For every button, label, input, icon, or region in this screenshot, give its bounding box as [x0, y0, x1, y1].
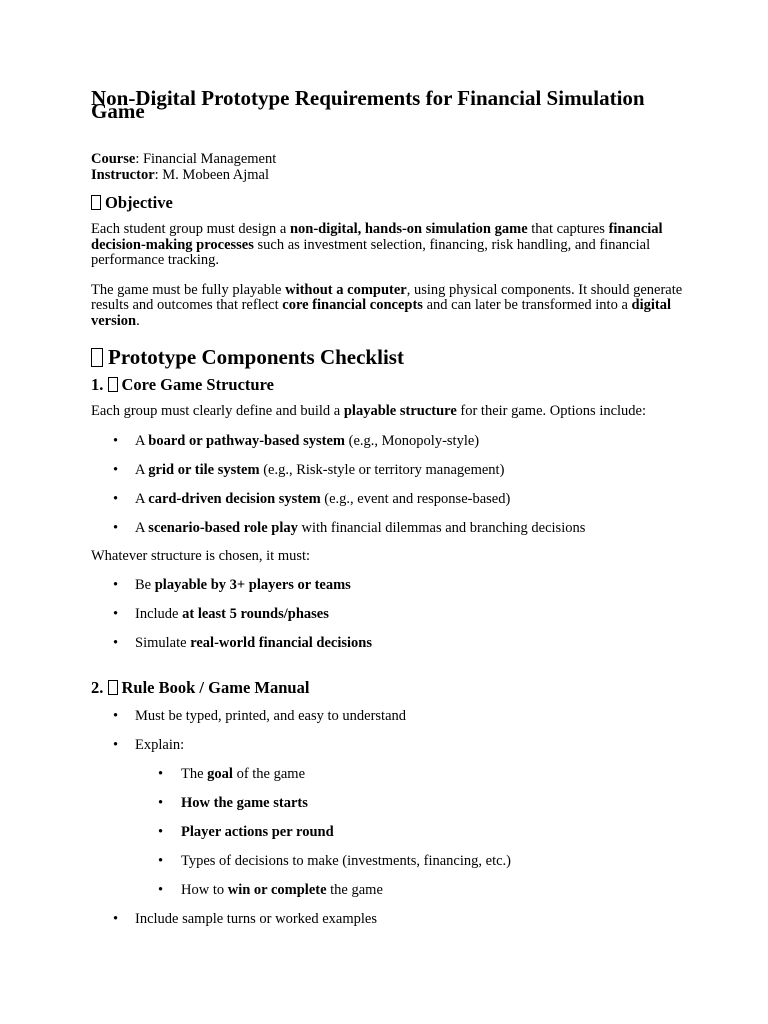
list-item-text: Be playable by 3+ players or teams: [135, 577, 351, 593]
list-item-text: Types of decisions to make (investments, financing, etc.): [181, 853, 511, 869]
list-item-text: A scenario-based role play with financial dilemmas and branching decisions: [135, 519, 586, 536]
explain-sublist: [91, 766, 691, 898]
bullet: •: [158, 766, 164, 782]
objective-paragraph-1: Each student group must design a non-digital, hands-on simulation game that captures financial decision-making processes such as investment selection, financing, risk handling, and financial performance tracking.: [91, 221, 663, 268]
bullet: •: [113, 519, 119, 536]
document-body: [91, 86, 691, 927]
must-intro: Whatever structure is chosen, it must:: [91, 547, 311, 564]
structure-options-list: [91, 433, 691, 536]
list-item: [91, 824, 691, 840]
section-1-heading: 1. Core Game Structure: [91, 375, 274, 394]
list-item: [91, 433, 691, 449]
bullet: •: [113, 606, 119, 622]
list-item: [91, 520, 691, 536]
bullet: •: [158, 882, 164, 898]
list-item-text: Include at least 5 rounds/phases: [135, 606, 329, 622]
list-item: [91, 882, 691, 898]
list-item-text: A card-driven decision system (e.g., event and response-based): [135, 490, 511, 507]
course-line: Course: Financial Management: [91, 151, 277, 167]
bullet: •: [158, 795, 164, 811]
rulebook-list-end: [91, 911, 691, 927]
bullet: •: [113, 461, 119, 478]
list-item-text: Simulate real-world financial decisions: [135, 635, 372, 651]
bullet: •: [158, 853, 164, 869]
missing-glyph-icon: [91, 348, 103, 367]
list-item: • Include sample turns or worked examples: [113, 911, 377, 927]
list-item: [91, 635, 691, 651]
bullet: •: [113, 577, 119, 593]
instructor-line: Instructor: M. Mobeen Ajmal: [91, 167, 270, 183]
bullet: •: [158, 824, 164, 840]
list-item: • Must be typed, printed, and easy to understand: [113, 708, 407, 724]
bullet: •: [113, 432, 119, 449]
missing-glyph-icon: [108, 680, 118, 695]
list-item: [91, 795, 691, 811]
missing-glyph-icon: [91, 195, 101, 210]
list-item-text: A grid or tile system (e.g., Risk-style or territory management): [135, 461, 505, 478]
list-item: [91, 606, 691, 622]
list-item-text: Player actions per round: [181, 824, 334, 840]
list-item-text: How the game starts: [181, 795, 308, 811]
list-item: [91, 462, 691, 478]
bullet: •: [113, 490, 119, 507]
list-item: [91, 853, 691, 869]
requirements-list: [91, 577, 691, 651]
list-item: [91, 491, 691, 507]
list-item-text: How to win or complete the game: [181, 882, 383, 898]
objective-heading: Objective: [91, 193, 691, 213]
list-item-text: The goal of the game: [181, 766, 306, 782]
list-item: • Explain:: [113, 737, 185, 753]
list-item-text: A board or pathway-based system (e.g., Monopoly-style): [135, 432, 480, 449]
missing-glyph-icon: [108, 377, 118, 392]
objective-paragraph-2: The game must be fully playable without a computer, using physical components. It should generate results and outcomes that reflect core financial concepts and can later be transformed into a digital version.: [91, 281, 683, 329]
checklist-heading: Prototype Components Checklist: [91, 344, 691, 370]
section-2-heading: 2. Rule Book / Game Manual: [91, 678, 310, 697]
section-1-intro: Each group must clearly define and build a playable structure for their game. Options include:: [91, 403, 647, 419]
page-title: Non-Digital Prototype Requirements for Financial Simulation Game: [91, 86, 645, 123]
list-item: [91, 577, 691, 593]
list-item: [91, 766, 691, 782]
bullet: •: [113, 635, 119, 651]
rulebook-list: [91, 708, 691, 753]
